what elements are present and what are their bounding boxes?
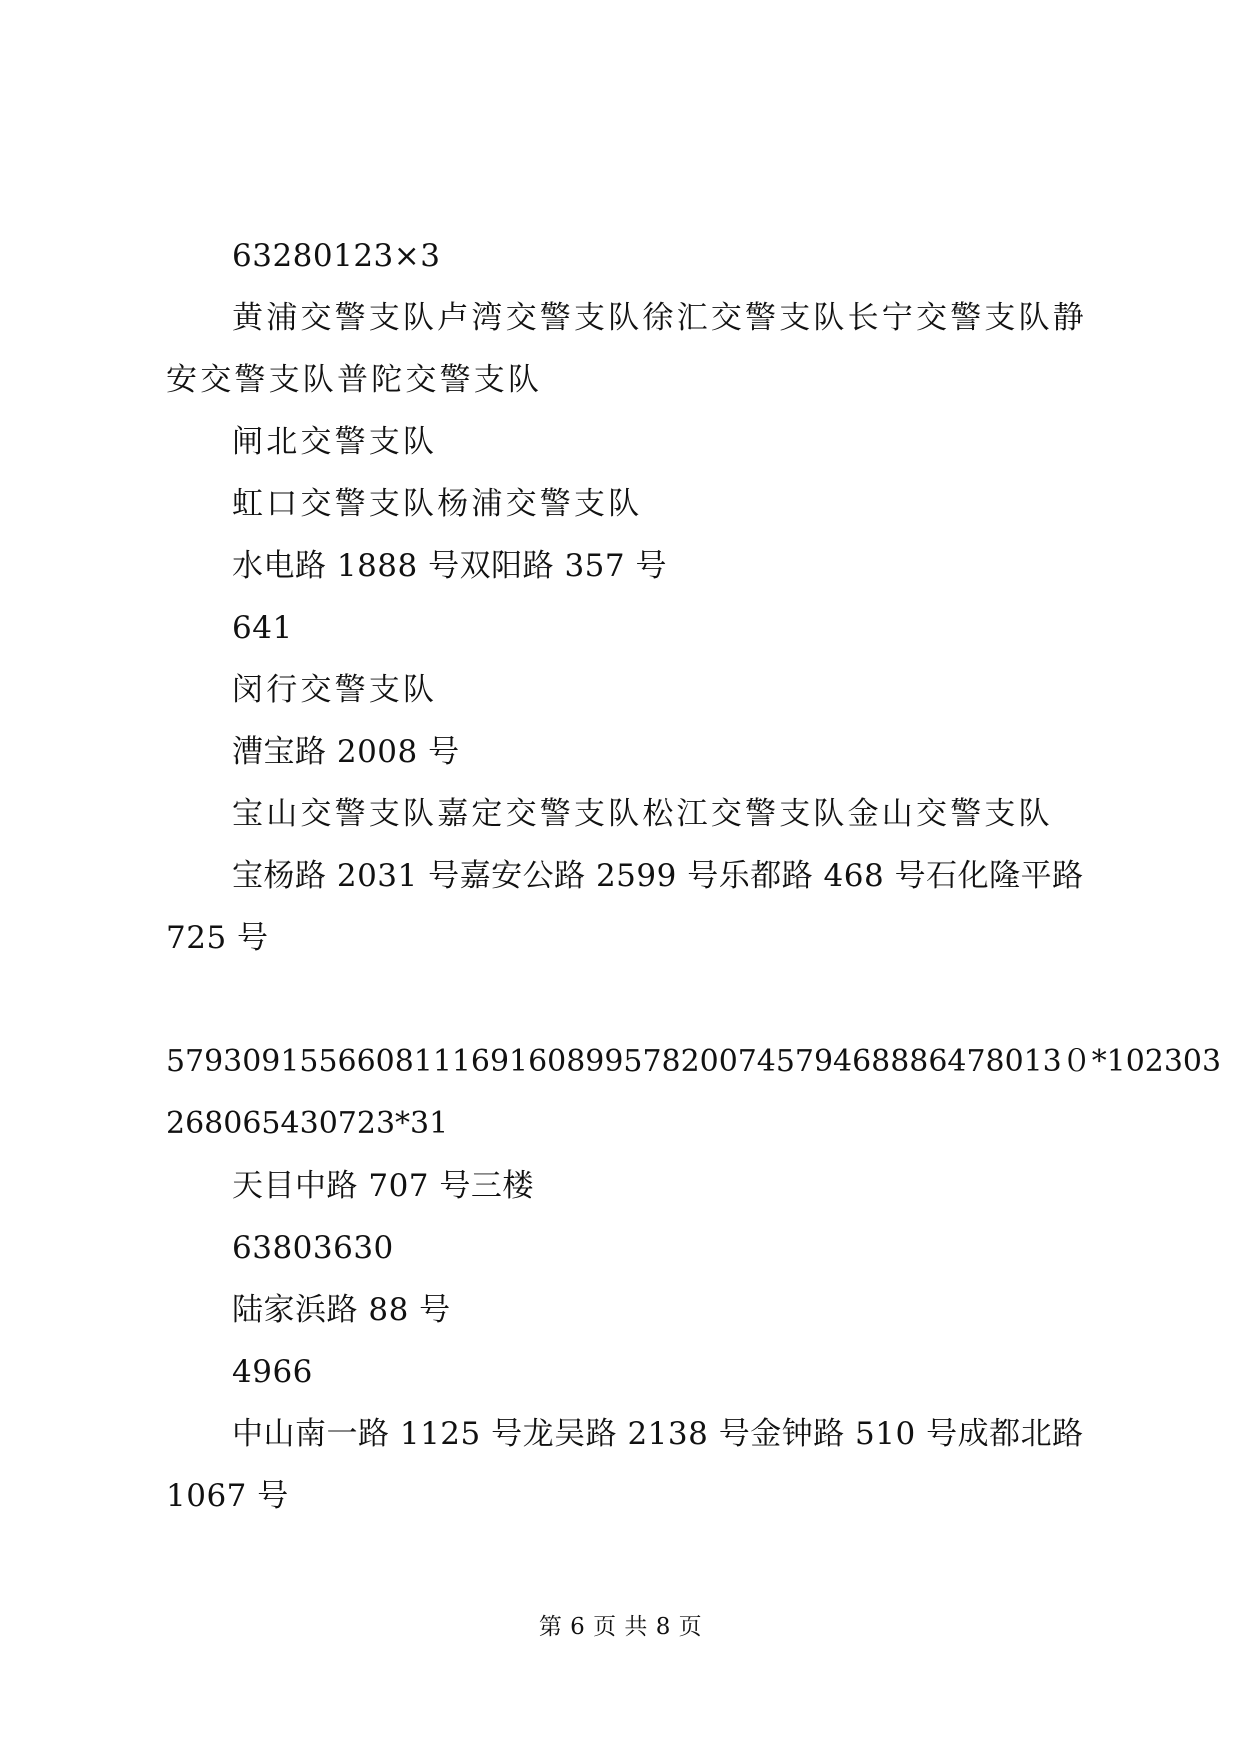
text-line-19: 中山南一路 1125 号龙吴路 2138 号金钟路 510 号成都北路 — [232, 1416, 1084, 1452]
text-line-7: 641 — [232, 610, 293, 646]
text-line-13: 57930915566081116916089957820074579468886478013０*102303 — [166, 1044, 1222, 1079]
text-line-16: 63803630 — [232, 1230, 394, 1266]
text-line-8: 闵行交警支队 — [232, 672, 438, 708]
text-line-1: 63280123×3 — [232, 238, 441, 274]
text-line-18: 4966 — [232, 1354, 313, 1390]
text-line-5: 虹口交警支队杨浦交警支队 — [232, 486, 643, 522]
text-line-6: 水电路 1888 号双阳路 357 号 — [232, 548, 667, 584]
text-line-3: 安交警支队普陀交警支队 — [166, 362, 543, 398]
page-number-footer: 第 6 页 共 8 页 — [538, 1614, 703, 1640]
text-line-20: 1067 号 — [166, 1478, 289, 1514]
text-line-10: 宝山交警支队嘉定交警支队松江交警支队金山交警支队 — [232, 796, 1053, 832]
text-line-11: 宝杨路 2031 号嘉安公路 2599 号乐都路 468 号石化隆平路 — [232, 858, 1084, 894]
text-line-4: 闸北交警支队 — [232, 424, 438, 460]
text-line-14: 268065430723*31 — [166, 1106, 449, 1141]
text-line-15: 天目中路 707 号三楼 — [232, 1168, 534, 1204]
text-line-9: 漕宝路 2008 号 — [232, 734, 460, 770]
text-line-2: 黄浦交警支队卢湾交警支队徐汇交警支队长宁交警支队静 — [232, 300, 1087, 336]
text-line-17: 陆家浜路 88 号 — [232, 1292, 451, 1328]
text-line-12: 725 号 — [166, 920, 269, 956]
